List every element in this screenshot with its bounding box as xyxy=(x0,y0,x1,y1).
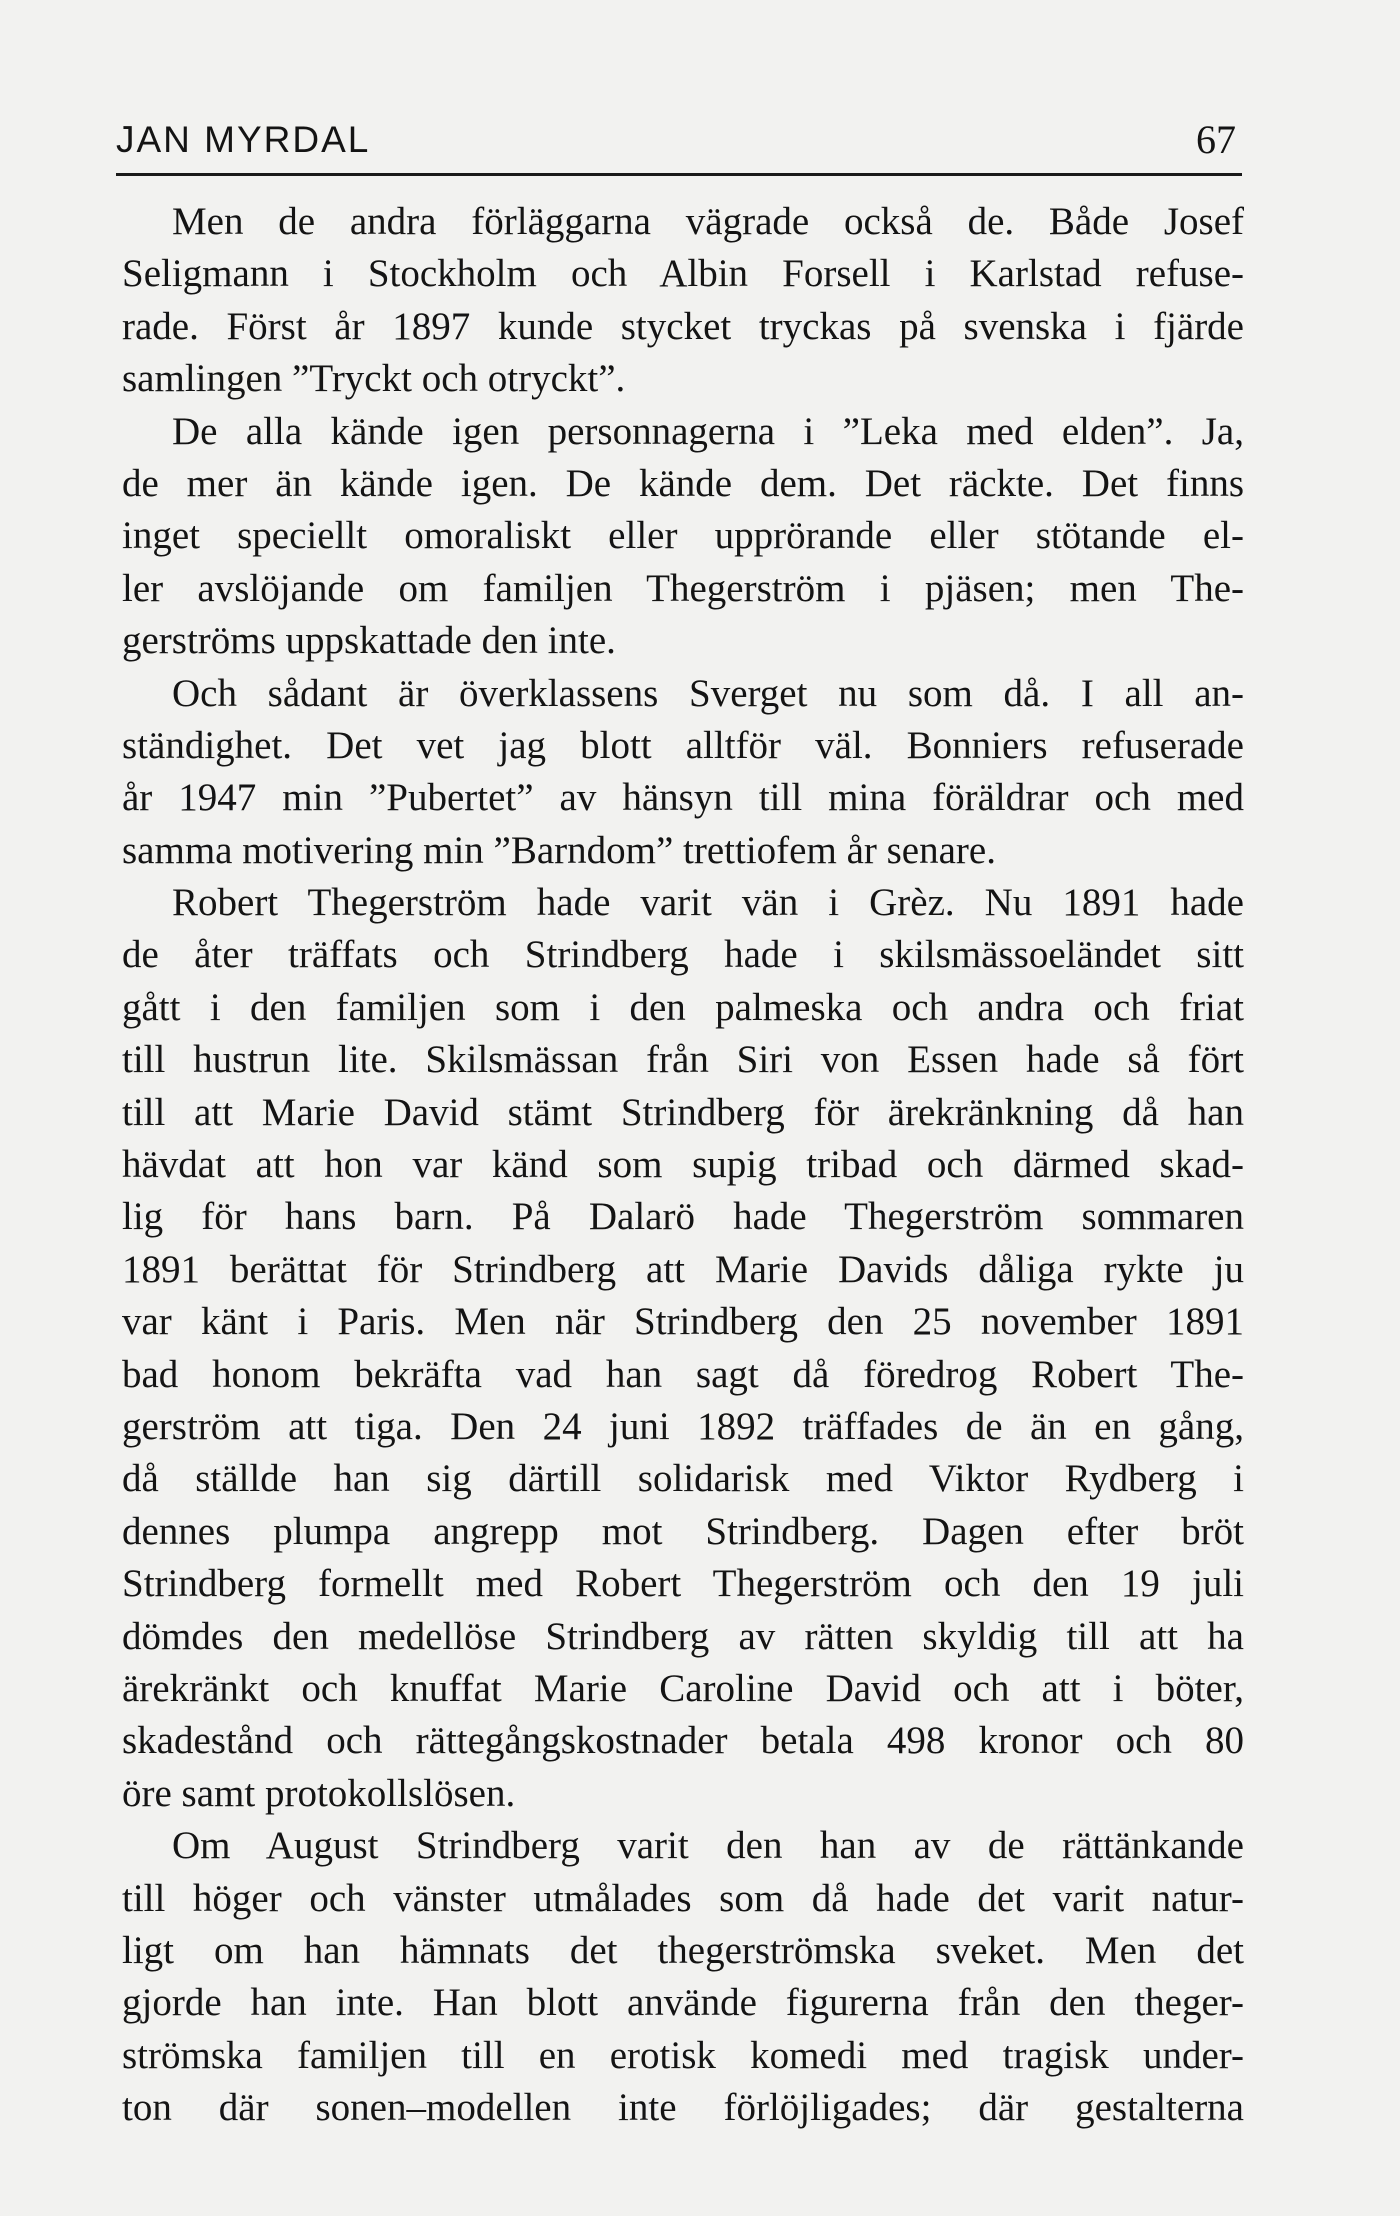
text-line: hävdat att hon var känd som supig tribad och därmed skad- xyxy=(122,1143,1244,1187)
text-line: Men de andra förläggarna vägrade också de. Både Josef xyxy=(172,200,1244,243)
text-line: rade. Först år 1897 kunde stycket tryckas på svenska i fjärde xyxy=(122,304,1244,348)
text-line: 1891 berättat för Strindberg att Marie Davids dåliga rykte ju xyxy=(122,1247,1244,1291)
text-line: Om August Strindberg varit den han av de rättänkande xyxy=(172,1824,1244,1868)
text-line: skadestånd och rättegångskostnader betala 498 kronor och 80 xyxy=(122,1719,1244,1763)
text-line: Strindberg formellt med Robert Thegerström och den 19 juli xyxy=(122,1562,1244,1606)
text-line: lig för hans barn. På Dalarö hade Thegerström sommaren xyxy=(122,1195,1244,1239)
text-line: samma motivering min ”Barndom” trettiofem år senare. xyxy=(122,828,996,872)
text-line: Och sådant är överklassens Sverget nu som då. I all an- xyxy=(172,671,1244,715)
running-head xyxy=(116,112,1242,168)
text-line: var känt i Paris. Men när Strindberg den 25 november 1891 xyxy=(122,1300,1244,1344)
text-line: ärekränkt och knuffat Marie Caroline David och att i böter, xyxy=(122,1666,1244,1710)
text-line: gerström att tiga. Den 24 juni 1892 träffades de än en gång, xyxy=(122,1404,1244,1448)
page-number: 67 xyxy=(1196,117,1236,162)
text-line: de åter träffats och Strindberg hade i skilsmässoeländet sitt xyxy=(122,933,1244,977)
text-line: till hustrun lite. Skilsmässan från Siri von Essen hade så fört xyxy=(122,1038,1244,1082)
text-line: dömdes den medellöse Strindberg av rätten skyldig till att ha xyxy=(122,1614,1244,1658)
text-line: ligt om han hämnats det thegerströmska sveket. Men det xyxy=(122,1928,1244,1972)
text-line: gått i den familjen som i den palmeska och andra och friat xyxy=(122,985,1244,1029)
text-line: öre samt protokollslösen. xyxy=(122,1771,516,1815)
text-line: gerströms uppskattade den inte. xyxy=(122,619,616,663)
text-line: Seligmann i Stockholm och Albin Forsell i Karlstad refuse- xyxy=(122,252,1244,296)
text-line: ler avslöjande om familjen Thegerström i pjäsen; men The- xyxy=(122,566,1244,610)
text-line: bad honom bekräfta vad han sagt då föredrog Robert The- xyxy=(122,1352,1244,1396)
text-line: Robert Thegerström hade varit vän i Grèz. Nu 1891 hade xyxy=(172,881,1244,925)
text-line: till höger och vänster utmålades som då hade det varit natur- xyxy=(122,1876,1244,1920)
text-line: inget speciellt omoraliskt eller upprörande eller stötande el- xyxy=(122,514,1244,558)
text-line: strömska familjen till en erotisk komedi med tragisk under- xyxy=(122,2033,1244,2077)
text-line: ton där sonen–modellen inte förlöjligades; där gestalterna xyxy=(122,2086,1244,2130)
body-text xyxy=(122,196,1244,2134)
text-line: dennes plumpa angrepp mot Strindberg. Dagen efter bröt xyxy=(122,1509,1244,1553)
text-line: då ställde han sig därtill solidarisk med Viktor Rydberg i xyxy=(122,1457,1244,1501)
text-line: gjorde han inte. Han blott använde figurerna från den theger- xyxy=(122,1981,1244,2025)
running-head-author: JAN MYRDAL xyxy=(116,119,371,160)
text-line: till att Marie David stämt Strindberg för ärekränkning då han xyxy=(122,1090,1244,1134)
text-line: De alla kände igen personnagerna i ”Leka med elden”. Ja, xyxy=(172,409,1244,453)
text-line: år 1947 min ”Pubertet” av hänsyn till mina föräldrar och med xyxy=(122,776,1244,820)
header-rule xyxy=(116,173,1242,176)
text-line: samlingen ”Tryckt och otryckt”. xyxy=(122,357,626,401)
text-line: ständighet. Det vet jag blott alltför väl. Bonniers refuserade xyxy=(122,723,1244,767)
text-line: de mer än kände igen. De kände dem. Det räckte. Det finns xyxy=(122,461,1244,505)
